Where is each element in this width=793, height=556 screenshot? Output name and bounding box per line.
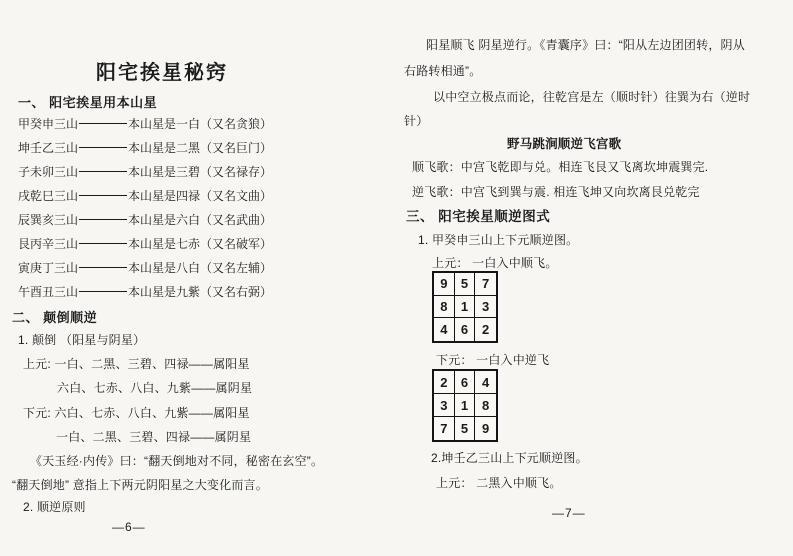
mountain-group: 寅庚丁三山 [18,261,79,275]
mountain-star: 本山星是七赤（又名破军） [128,237,273,251]
grid-cell: 2 [434,371,455,394]
grid-cell: 7 [475,273,496,296]
xiayuan-line2: 一白、二黑、三碧、四禄——属阴星 [56,430,252,444]
mountain-row [18,211,272,228]
grid-cell: 5 [455,417,476,440]
mountain-star: 本山星是八白（又名左辅） [128,261,273,275]
quote-note: “翻天倒地” 意指上下两元阴阳星之大变化而言。 [12,478,268,492]
para2-line2: 针） [404,114,429,128]
luoshu-grid-shangyuan [432,271,498,343]
grid-cell: 6 [455,318,476,341]
leader-line [79,171,127,173]
item-shunni: 2. 顺逆原则 [23,500,86,514]
grid-cell: 4 [475,371,496,394]
leader-line [79,147,127,149]
mountain-group: 坤壬乙三山 [18,141,79,155]
mountain-row [18,259,272,276]
mountain-star: 本山星是六白（又名武曲） [128,213,273,227]
mountain-group: 甲癸申三山 [18,117,79,131]
para1-line2: 右路转相通”。 [404,64,482,78]
grid-cell: 2 [482,322,490,338]
mountain-group: 午酉丑三山 [18,285,79,299]
mountain-star: 本山星是四禄（又名文曲） [128,189,273,203]
grid-cell: 8 [434,296,455,319]
page-title: 阳宅挨星秘窍 [96,62,228,84]
mountain-row [18,115,272,132]
grid-cell: 7 [434,417,455,440]
mountain-row [18,139,272,156]
item-diandao: 1. 颠倒 （阳星与阴星） [18,333,146,347]
grid-cell: 3 [434,394,455,417]
grid-cell: 8 [475,394,496,417]
diagram-item2: 2.坤壬乙三山上下元顺逆图。 [431,451,588,465]
mountain-star: 本山星是一白（又名贪狼） [128,117,273,131]
grid-cell: 1 [455,296,476,319]
mountain-group: 戌乾巳三山 [18,189,79,203]
grid-cell: 5 [455,273,476,296]
grid-cell: 4 [434,318,455,341]
section3-heading: 三、 阳宅挨星顺逆图式 [406,209,551,224]
item2-shangyuan-label: 上元： 二黑入中顺飞。 [436,476,562,490]
mountain-row [18,235,272,252]
classic-quote: 《天玉经·内传》曰：“翻天倒地对不同，秘密在玄空”。 [30,454,324,468]
leader-line [79,267,127,269]
para1-line1: 阳星顺飞 阴星逆行。《青囊序》曰：“阳从左边团团转，阴从 [426,38,745,52]
page-number-left: —6— [112,520,146,534]
mountain-group: 辰巽亥三山 [18,213,79,227]
shangyuan-line2: 六白、七赤、八白、九紫——属阴星 [57,381,253,395]
song-title: 野马跳涧顺逆飞宫歌 [507,137,622,151]
mountain-row [18,163,272,180]
page-number-right: —7— [552,506,586,520]
section2-heading: 二、 颠倒顺逆 [12,310,98,325]
mountain-row [18,187,272,204]
leader-line [79,219,127,221]
mountain-row [18,283,272,300]
luoshu-grid-xiayuan [432,369,498,442]
para2-line1: 以中空立极点而论，往乾宫是左（顺时针）往巽为右（逆时 [433,90,751,104]
ni-fly-song: 逆飞歌：中宫飞到巽与震. 相连飞坤又向坎离艮兑乾完 [412,185,700,199]
grid-cell: 6 [455,371,476,394]
grid-cell: 9 [482,421,490,436]
mountain-star: 本山星是二黑（又名巨门） [128,141,273,155]
shun-fly-song: 顺飞歌：中宫飞乾即与兑。相连飞艮又飞离坎坤震巽完. [412,160,709,174]
grid-cell: 9 [434,273,455,296]
grid-cell: 3 [475,296,496,319]
grid2-label: 下元： 一白入中逆飞 [436,353,550,367]
leader-line [79,291,127,293]
leader-line [79,195,127,197]
section1-heading: 一、 阳宅挨星用本山星 [18,95,158,110]
shangyuan-line1: 上元: 一白、二黑、三碧、四禄——属阳星 [23,357,250,371]
leader-line [79,243,127,245]
mountain-star: 本山星是三碧（又名禄存） [128,165,273,179]
xiayuan-line1: 下元: 六白、七赤、八白、九紫——属阳星 [23,406,250,420]
grid-cell: 1 [455,394,476,417]
mountain-group: 子未卯三山 [18,165,79,179]
diagram-item1: 1. 甲癸申三山上下元顺逆图。 [418,233,579,247]
mountain-group: 艮丙辛三山 [18,237,79,251]
grid1-label: 上元： 一白入中顺飞。 [432,256,558,270]
mountain-star: 本山星是九紫（又名右弼） [128,285,273,299]
leader-line [79,123,127,125]
